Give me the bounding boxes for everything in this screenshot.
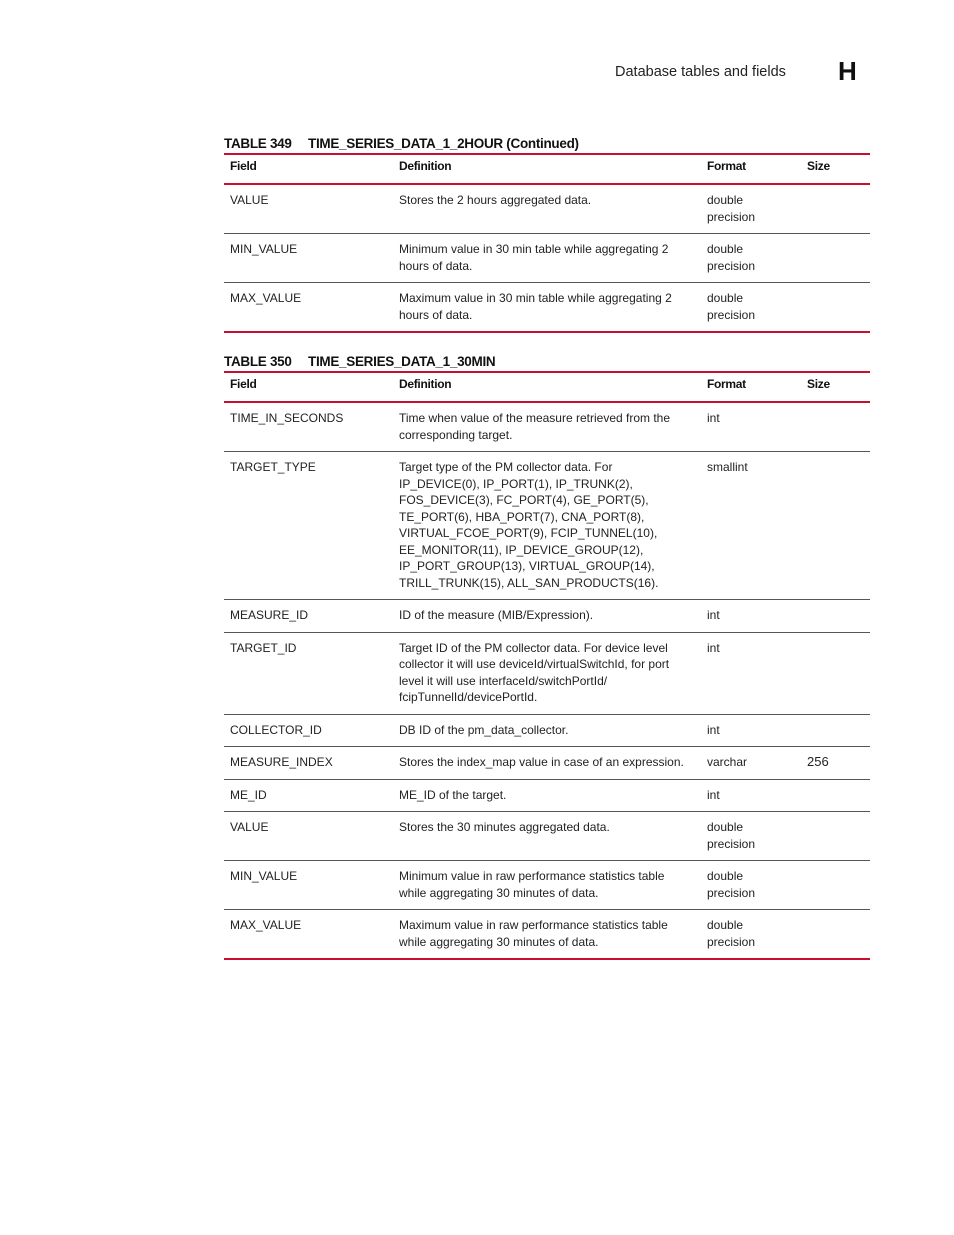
header-row	[224, 372, 870, 402]
cell-definition: Target type of the PM collector data. For IP_DEVICE(0), IP_PORT(1), IP_TRUNK(2), FOS_DEVICE(3), FC_PORT(4), GE_PORT(5), TE_PORT(6), HBA_PORT(7), CNA_PORT(8), VIRTUAL_FCOE_PORT(9), FCIP_TUNNEL(10), EE_MONITOR(11), IP_DEVICE_GROUP(12), IP_PORT_GROUP(13), VIRTUAL_GROUP(14), TRILL_TRUNK(15), ALL_SAN_PRODUCTS(16).	[393, 452, 701, 600]
cell-size	[801, 600, 870, 633]
table-row	[224, 600, 870, 633]
cell-definition: Stores the index_map value in case of an expression.	[393, 747, 701, 780]
cell-size	[801, 234, 870, 283]
cell-format: int	[701, 779, 801, 812]
cell-definition: DB ID of the pm_data_collector.	[393, 714, 701, 747]
cell-field: MIN_VALUE	[224, 234, 393, 283]
data-table	[224, 371, 870, 960]
cell-definition: Minimum value in raw performance statistics table while aggregating 30 minutes of data.	[393, 861, 701, 910]
header-row	[224, 154, 870, 184]
table-row	[224, 632, 870, 714]
cell-format: double precision	[701, 861, 801, 910]
table-number: TABLE 349	[224, 136, 292, 151]
cell-size	[801, 452, 870, 600]
table-row	[224, 861, 870, 910]
cell-format: int	[701, 714, 801, 747]
cell-format: double precision	[701, 234, 801, 283]
table-350	[224, 353, 870, 960]
cell-format: int	[701, 632, 801, 714]
cell-size: 256	[801, 747, 870, 780]
cell-format: double precision	[701, 184, 801, 234]
column-header-format: Format	[701, 154, 801, 184]
appendix-letter: H	[838, 56, 857, 86]
table-row	[224, 910, 870, 960]
cell-definition: Maximum value in 30 min table while aggregating 2 hours of data.	[399, 291, 672, 322]
cell-size	[801, 714, 870, 747]
table-number: TABLE 350	[224, 354, 292, 369]
cell-field: TIME_IN_SECONDS	[224, 402, 393, 452]
table-body	[224, 184, 870, 332]
cell-field: VALUE	[224, 184, 393, 234]
cell-field: MAX_VALUE	[230, 918, 302, 932]
cell-format: int	[701, 402, 801, 452]
cell-definition: Stores the 30 minutes aggregated data.	[393, 812, 701, 861]
cell-format: double precision	[701, 812, 801, 861]
table-row	[224, 779, 870, 812]
cell-definition: ME_ID of the target.	[393, 779, 701, 812]
cell-size	[801, 910, 870, 960]
table-row	[224, 402, 870, 452]
cell-field: TARGET_ID	[224, 632, 393, 714]
cell-field: COLLECTOR_ID	[224, 714, 393, 747]
table-row	[224, 812, 870, 861]
cell-definition: Stores the 2 hours aggregated data.	[393, 184, 701, 234]
column-header-definition: Definition	[393, 372, 701, 402]
table-caption	[224, 135, 870, 153]
cell-format: double precision	[707, 918, 756, 949]
cell-definition: ID of the measure (MIB/Expression).	[393, 600, 701, 633]
table-349	[224, 135, 870, 333]
cell-size	[801, 184, 870, 234]
running-header-title: Database tables and fields	[615, 64, 786, 80]
table-row	[224, 714, 870, 747]
cell-definition: Maximum value in raw performance statistics table while aggregating 30 minutes of data.	[399, 918, 668, 949]
cell-field: TARGET_TYPE	[224, 452, 393, 600]
cell-field: MEASURE_INDEX	[224, 747, 393, 780]
table-row	[224, 452, 870, 600]
data-table	[224, 153, 870, 333]
cell-field: MIN_VALUE	[224, 861, 393, 910]
cell-size	[801, 632, 870, 714]
cell-size	[801, 861, 870, 910]
table-body	[224, 402, 870, 959]
cell-size	[801, 283, 870, 333]
cell-field: MEASURE_ID	[224, 600, 393, 633]
cell-format: double precision	[707, 291, 756, 322]
table-row	[224, 184, 870, 234]
cell-format: int	[701, 600, 801, 633]
table-row	[224, 747, 870, 780]
cell-definition: Minimum value in 30 min table while aggregating 2 hours of data.	[393, 234, 701, 283]
cell-size	[801, 812, 870, 861]
cell-field: ME_ID	[224, 779, 393, 812]
cell-size	[801, 402, 870, 452]
cell-size	[801, 779, 870, 812]
cell-definition: Time when value of the measure retrieved from the corresponding target.	[393, 402, 701, 452]
column-header-field: Field	[224, 372, 393, 402]
cell-field: MAX_VALUE	[230, 291, 302, 305]
cell-field: VALUE	[224, 812, 393, 861]
cell-format: varchar	[701, 747, 801, 780]
cell-format: smallint	[701, 452, 801, 600]
table-caption	[224, 353, 870, 371]
table-title: TIME_SERIES_DATA_1_2HOUR (Continued)	[308, 136, 579, 151]
table-row	[224, 234, 870, 283]
column-header-field: Field	[224, 154, 393, 184]
table-row	[224, 283, 870, 333]
column-header-size: Size	[801, 372, 870, 402]
cell-definition: Target ID of the PM collector data. For device level collector it will use deviceId/virtualSwitchId, for port level it will use interfaceId/switchPortId/ fcipTunnelId/devicePortId.	[393, 632, 701, 714]
table-title: TIME_SERIES_DATA_1_30MIN	[308, 354, 496, 369]
column-header-definition: Definition	[393, 154, 701, 184]
column-header-format: Format	[701, 372, 801, 402]
column-header-size: Size	[801, 154, 870, 184]
